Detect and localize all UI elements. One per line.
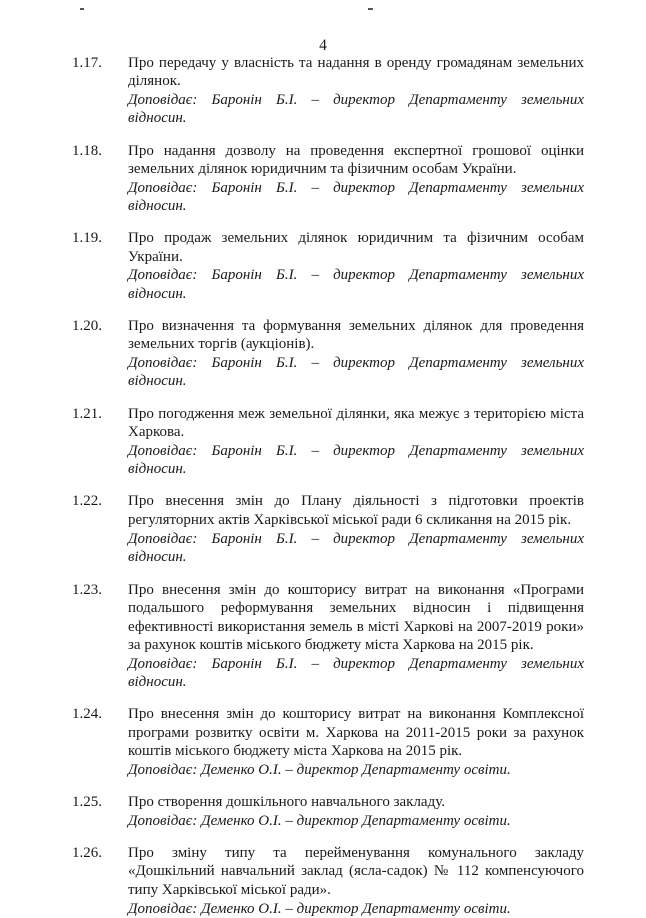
agenda-item bbox=[0, 793, 584, 830]
agenda-item bbox=[0, 405, 584, 479]
agenda-list bbox=[0, 54, 646, 918]
item-number: 1.26. bbox=[72, 845, 102, 862]
item-title: Про продаж земельних ділянок юридичним та фізичним особам України. bbox=[128, 230, 584, 265]
item-number: 1.20. bbox=[72, 318, 102, 335]
agenda-item bbox=[0, 844, 584, 918]
item-title: Про зміну типу та перейменування комунального закладу «Дошкільний навчальний заклад (ясла-садок) № 112 компенсуючого типу Харківської міської ради». bbox=[128, 845, 584, 898]
item-number: 1.24. bbox=[72, 706, 102, 723]
agenda-item bbox=[0, 317, 584, 391]
agenda-item bbox=[0, 142, 584, 216]
item-title: Про внесення змін до Плану діяльності з підготовки проектів регуляторних актів Харківської міської ради 6 скликання на 2015 рік. bbox=[128, 493, 584, 528]
item-reporter: Доповідає: Деменко О.І. – директор Департаменту освіти. bbox=[128, 761, 511, 778]
item-number: 1.23. bbox=[72, 582, 102, 599]
item-number: 1.19. bbox=[72, 230, 102, 247]
item-title: Про визначення та формування земельних ділянок для проведення земельних торгів (аукціонів). bbox=[128, 318, 584, 353]
scan-speck bbox=[80, 8, 84, 10]
agenda-item bbox=[0, 54, 584, 128]
item-reporter: Доповідає: Деменко О.І. – директор Департаменту освіти. bbox=[128, 812, 511, 829]
item-number: 1.21. bbox=[72, 405, 102, 422]
item-reporter: Доповідає: Баронін Б.І. – директор Департаменту земельних відносин. bbox=[128, 267, 584, 302]
item-reporter: Доповідає: Деменко О.І. – директор Департаменту освіти. bbox=[128, 900, 511, 917]
agenda-item bbox=[0, 229, 584, 303]
item-reporter: Доповідає: Баронін Б.І. – директор Департаменту земельних відносин. bbox=[128, 179, 584, 215]
page-number: 4 bbox=[319, 37, 327, 54]
item-title: Про внесення змін до кошторису витрат на виконання «Програми подальшого реформування земельних відносин і підвищення ефективності використання земель в місті Харкові на 2007-2019 роки» за рахунок коштів міського бюджету міста Харкова на 2015 рік. bbox=[128, 582, 584, 654]
item-title: Про передачу у власність та надання в оренду громадянам земельних ділянок. bbox=[128, 55, 584, 90]
agenda-item bbox=[0, 581, 584, 691]
item-number: 1.17. bbox=[72, 55, 102, 71]
item-title: Про погодження меж земельної ділянки, яка межує з територією міста Харкова. bbox=[128, 405, 584, 441]
item-reporter: Доповідає: Баронін Б.І. – директор Департаменту земельних відносин. bbox=[128, 655, 584, 691]
item-reporter: Доповідає: Баронін Б.І. – директор Департаменту земельних відносин. bbox=[128, 442, 584, 478]
agenda-item bbox=[0, 705, 584, 779]
item-number: 1.25. bbox=[72, 794, 102, 811]
item-number: 1.22. bbox=[72, 493, 102, 510]
item-title: Про створення дошкільного навчального закладу. bbox=[128, 794, 445, 811]
item-title: Про внесення змін до кошторису витрат на виконання Комплексної програми розвитку освіти м. Харкова на 2011-2015 роки за рахунок коштів міського бюджету міста Харкова на 2015 рік. bbox=[128, 706, 584, 759]
scan-speck bbox=[368, 8, 373, 10]
item-reporter: Доповідає: Баронін Б.І. – директор Департаменту земельних відносин. bbox=[128, 355, 584, 390]
item-number: 1.18. bbox=[72, 142, 102, 159]
item-reporter: Доповідає: Баронін Б.І. – директор Департаменту земельних відносин. bbox=[128, 530, 584, 565]
item-title: Про надання дозволу на проведення експертної грошової оцінки земельних ділянок юридичним та фізичним особам України. bbox=[128, 142, 584, 177]
item-reporter: Доповідає: Баронін Б.І. – директор Департаменту земельних відносин. bbox=[128, 92, 584, 127]
agenda-item bbox=[0, 492, 584, 566]
